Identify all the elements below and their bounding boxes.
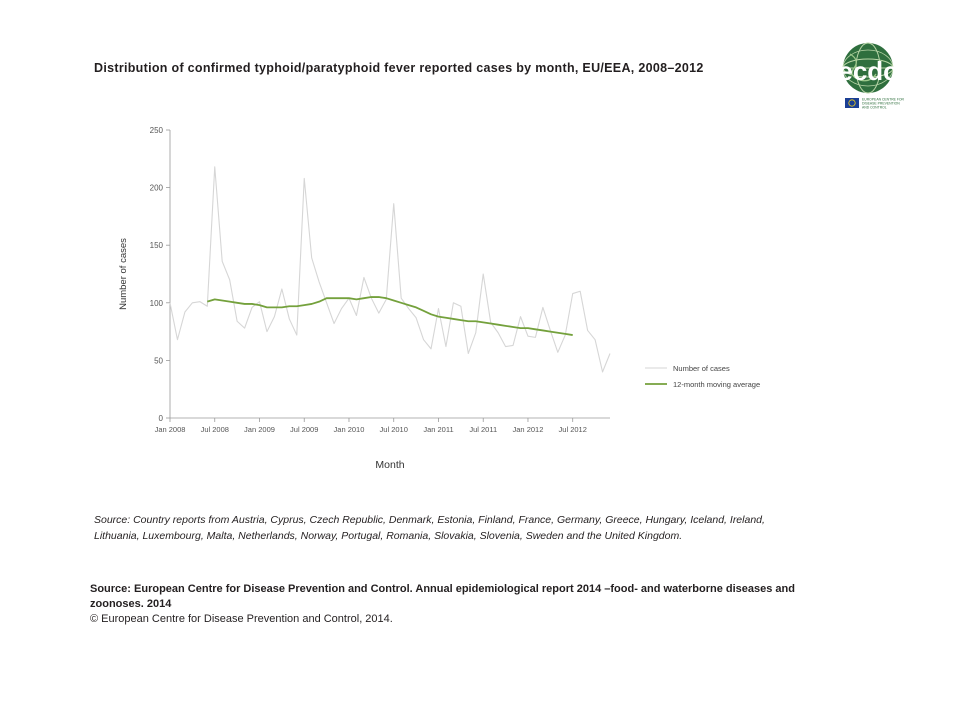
- ecdc-logo: [820, 40, 916, 116]
- series-line: [170, 167, 610, 372]
- y-tick-label: 250: [149, 126, 163, 135]
- footer-copyright-line: © European Centre for Disease Prevention and Control, 2014.: [90, 613, 393, 626]
- x-tick-label: Jan 2008: [154, 425, 186, 434]
- x-tick-label: Jul 2011: [469, 425, 498, 434]
- y-tick-label: 50: [154, 356, 163, 366]
- logo-subtitle-line2: DISEASE PREVENTION: [862, 101, 900, 106]
- x-tick-label: Jul 2010: [379, 425, 408, 434]
- chart-container: [100, 118, 800, 478]
- x-tick-label: Jan 2012: [512, 425, 544, 434]
- x-tick-label: Jan 2011: [423, 425, 454, 434]
- x-tick-label: Jul 2012: [558, 425, 587, 434]
- x-tick-label: Jan 2010: [333, 425, 365, 434]
- y-tick-label: 200: [149, 183, 163, 193]
- x-axis-title: Month: [375, 459, 405, 471]
- footer-source-line: Source: European Centre for Disease Prevention and Control. Annual epidemiological report 2014 –food- and waterborne diseases and zoonoses. 2014: [90, 583, 795, 611]
- x-tick-label: Jul 2008: [200, 425, 229, 434]
- source-note: Source: Country reports from Austria, Cyprus, Czech Republic, Denmark, Estonia, Finland, France, Germany, Greece, Hungary, Iceland, Ireland, Lithuania, Luxembourg, Malta, Netherlands, Norway, Portugal, Romania, Slovakia, Slovenia, Sweden and the United Kingdom.: [94, 514, 765, 542]
- logo-subtitle-line3: AND CONTROL: [862, 105, 887, 110]
- series-line: [207, 297, 572, 335]
- y-tick-label: 150: [149, 241, 163, 251]
- y-tick-label: 100: [149, 298, 163, 308]
- legend-label: Number of cases: [673, 364, 730, 373]
- footer-block: [90, 582, 850, 628]
- x-tick-label: Jul 2009: [290, 425, 319, 434]
- legend-label: 12-month moving average: [673, 380, 761, 389]
- page-title: Distribution of confirmed typhoid/paratyphoid fever reported cases by month, EU/EEA, 2008–2012: [94, 61, 704, 75]
- line-chart: [100, 118, 800, 478]
- y-tick-label: 0: [158, 414, 163, 423]
- logo-wordmark: ecdc: [838, 56, 898, 86]
- x-tick-label: Jan 2009: [244, 425, 275, 434]
- logo-subtitle-line1: EUROPEAN CENTRE FOR: [862, 97, 905, 102]
- y-axis-title: Number of cases: [118, 238, 129, 310]
